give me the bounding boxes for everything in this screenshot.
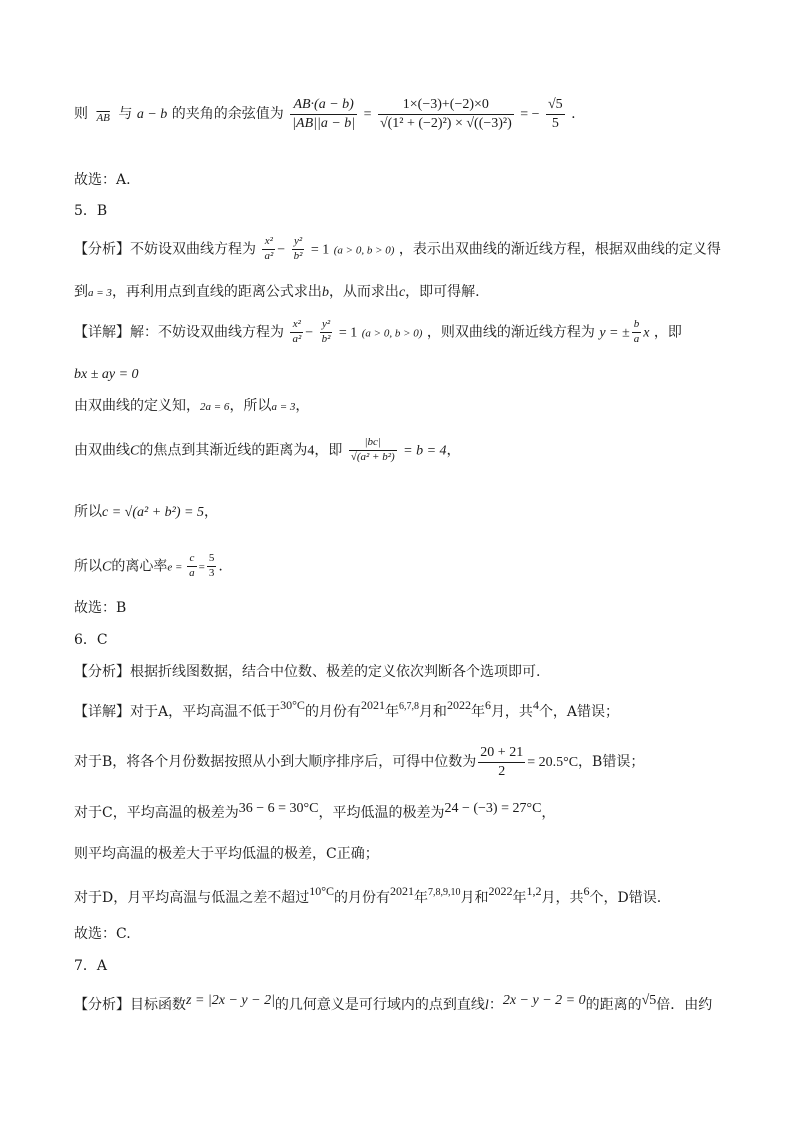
value-fraction (378, 96, 514, 132)
text: ，即 (314, 442, 343, 459)
result-numerator: √5 (546, 96, 565, 115)
hyperbola-y-term: $\frac{\text{y²}}{\text{b²}}$ (321, 318, 331, 345)
math: 6 (583, 884, 590, 898)
q5-analysis-line1: 【分析】不妨设双曲线方程为 $\frac{\text{x²}}{\text{a²}}$ − $\frac{\text{y²}}{\text{b²}}$ = 1 (a > 0, b > 0) ，表示出双曲线的渐近线方程，根据双曲线的定义得 (74, 235, 721, 262)
text: 所以 (74, 504, 102, 520)
math: 4 (307, 443, 315, 459)
q6-conclusion-c: 则平均高温的极差大于平均低温的极差，C正确； (74, 846, 379, 862)
text: 年 (470, 704, 485, 720)
text: ，则双曲线的渐近线方程为 (426, 324, 595, 341)
median-fraction: $\frac{20 + 21}{2}$ (480, 745, 524, 779)
cosine-denominator: |AB||a − b| (292, 115, 356, 131)
q5-focus-line: 由双曲线C的焦点到其渐近线的距离为4，即 $\frac{|bc|}{\text{√(a² + b²)}}$ = b = 4， (74, 436, 461, 463)
math: a = 3 (271, 401, 296, 413)
hyperbola-x-term: $\frac{\text{x²}}{\text{a²}}$ (292, 318, 302, 345)
text: 年 (384, 704, 399, 720)
text: ， (203, 504, 218, 520)
math: 24 − (−3) = 27°C (444, 801, 542, 816)
q5-detail-line1: 【详解】解：不妨设双曲线方程为 $\frac{\text{x²}}{\text{a²}}$ − $\frac{\text{y²}}{\text{b²}}$ = 1 (a > 0, b > 0) ，则双曲线的渐近线方程为 y = ± $\frac{b}{a}$ x ，即 (74, 318, 682, 345)
math: 7,8,9,10 (428, 887, 461, 898)
math: 2022 (488, 884, 513, 898)
cosine-numerator: AB·(a − b) (290, 96, 357, 115)
text: ： (488, 997, 503, 1013)
vec-ab-minus-label: a − b (136, 107, 168, 122)
e-value: $\frac{5}{3}$ (208, 552, 215, 579)
text: 对于C，平均高温的极差为 (74, 805, 239, 821)
math: a = 3 (88, 287, 112, 299)
text: 所以 (74, 558, 102, 575)
text: 年 (414, 890, 429, 906)
hyperbola-x-term: $\frac{\text{x²}}{\text{a²}}$ (264, 235, 274, 262)
text: 对于D，月平均高温与低温之差不超过 (74, 890, 310, 906)
text-lead: 则 (74, 106, 88, 122)
text: ，表示出双曲线的渐近线方程，根据双曲线的定义得 (398, 241, 721, 258)
q5-eccentricity-line: 所以C的离心率e = $\frac{c}{a}$ = $\frac{5}{3}$ . (74, 552, 223, 579)
text: ， (541, 805, 556, 821)
math: 10°C (309, 884, 335, 898)
q5-c-line (74, 504, 218, 522)
text: 【分析】目标函数 (74, 997, 186, 1013)
q5-analysis-line2: 到a = 3，再利用点到直线的距离公式求出b，从而求出c，即可得解. (74, 284, 480, 300)
text: ，再利用点到直线的距离公式求出 (111, 284, 322, 300)
text: 倍．由约 (656, 997, 713, 1013)
text: 月，共 (541, 890, 584, 906)
text: 年 (512, 890, 527, 906)
cosine-fraction (290, 96, 357, 132)
q6-option-a (74, 698, 619, 722)
answer-5: 故选：B (74, 600, 127, 616)
math: 2x − y − 2 = 0 (502, 993, 586, 1008)
text: 月，共 (490, 704, 533, 720)
text: 的距离的 (585, 997, 642, 1013)
text: 的几何意义是可行域内的点到直线 (274, 997, 485, 1013)
math: = 20.5°C (527, 755, 579, 770)
math: 6 (484, 698, 491, 712)
text: 月和 (460, 890, 489, 906)
asymptote-slope: $\frac{b}{a}$ (633, 318, 640, 345)
value-numerator: 1×(−3)+(−2)×0 (378, 96, 514, 115)
result-fraction (546, 96, 565, 132)
math: 30°C (280, 698, 305, 712)
math: 2021 (390, 884, 415, 898)
e-c-over-a: $\frac{c}{a}$ (189, 552, 195, 579)
question-6-heading: 6．C (74, 632, 108, 648)
text: 的离心率 (111, 558, 168, 575)
math: 2022 (446, 698, 471, 712)
text: 【分析】不妨设双曲线方程为 (74, 241, 256, 258)
text: 的焦点到其渐近线的距离为 (139, 442, 308, 459)
text: ，B错误； (578, 754, 645, 770)
text-angle: 的夹角的余弦值为 (171, 106, 284, 122)
question-5-heading: 5．B (74, 203, 108, 219)
question-7-heading: 7．A (74, 958, 108, 974)
text: 到 (74, 284, 88, 300)
math: z = |2x − y − 2| (186, 993, 275, 1008)
text: . (218, 558, 223, 575)
text: 【详解】对于A，平均高温不低于 (74, 704, 281, 720)
text: 个，D错误. (589, 890, 662, 906)
distance-fraction: $\frac{|bc|}{\text{√(a² + b²)}}$ (350, 436, 395, 463)
q7-analysis (74, 992, 712, 1015)
text: 【详解】解：不妨设双曲线方程为 (74, 324, 284, 341)
math: 1,2 (526, 884, 542, 898)
text-conj: 与 (118, 106, 133, 122)
text: 的月份有 (304, 704, 361, 720)
q5-definition-line (74, 398, 309, 416)
math: 4 (532, 698, 539, 712)
result-sign: = − (520, 107, 540, 122)
math: 2021 (360, 698, 385, 712)
math: 2a = 6 (200, 401, 230, 413)
q6-analysis: 【分析】根据折线图数据，结合中位数、极差的定义依次判断各个选项即可. (74, 664, 541, 680)
q6-option-c (74, 800, 555, 823)
text: 由双曲线的定义知， (74, 398, 200, 414)
q6-option-b (74, 744, 644, 780)
q6-option-d (74, 884, 661, 908)
result-denominator: 5 (551, 115, 559, 131)
math: l (484, 998, 489, 1013)
text: ， (446, 442, 461, 459)
text: 月和 (418, 704, 447, 720)
math: e = (167, 561, 186, 574)
text-tail: . (571, 106, 576, 122)
math: 6,7,8 (398, 701, 419, 712)
vec-ab-label: $\overline{AB}$ (96, 112, 110, 125)
math: √5 (641, 993, 657, 1008)
text: 由双曲线 (74, 442, 130, 459)
answer-6: 故选：C. (74, 926, 131, 942)
cosine-line: 则 $\overline{AB}$ 与 a − b 的夹角的余弦值为 $\frac{AB\cdot(a - b)}{|AB||a - b|}$ = $\frac{1\times(-3)+(-2)\times 0}{\text{√(1² + (−2)²) × √((−3)²)}}$ = − $\frac{√5}{5}$ . (74, 97, 576, 131)
hyperbola-y-term: $\frac{\text{y²}}{\text{b²}}$ (293, 235, 303, 262)
value-denominator: √(1² + (−2)²) × √((−3)²) (379, 115, 512, 131)
text: 的月份有 (334, 890, 391, 906)
answer-4: 故选：A. (74, 172, 131, 188)
q5-asymptote-eq: bx ± ay = 0 (74, 367, 139, 382)
text: 对于B，将各个月份数据按照从小到大顺序排序后，可得中位数为 (74, 754, 477, 770)
math: 36 − 6 = 30°C (238, 801, 319, 816)
math: = b = 4 (403, 443, 447, 459)
text: ，从而求出 (328, 284, 399, 300)
text: ，即可得解. (405, 284, 480, 300)
text: ，所以 (229, 398, 272, 414)
text: 个，A错误； (538, 704, 620, 720)
math: c = √(a² + b²) = 5 (102, 505, 204, 520)
text: ，平均低温的极差为 (318, 805, 445, 821)
text: ，即 (653, 324, 682, 341)
text: ， (295, 398, 310, 414)
